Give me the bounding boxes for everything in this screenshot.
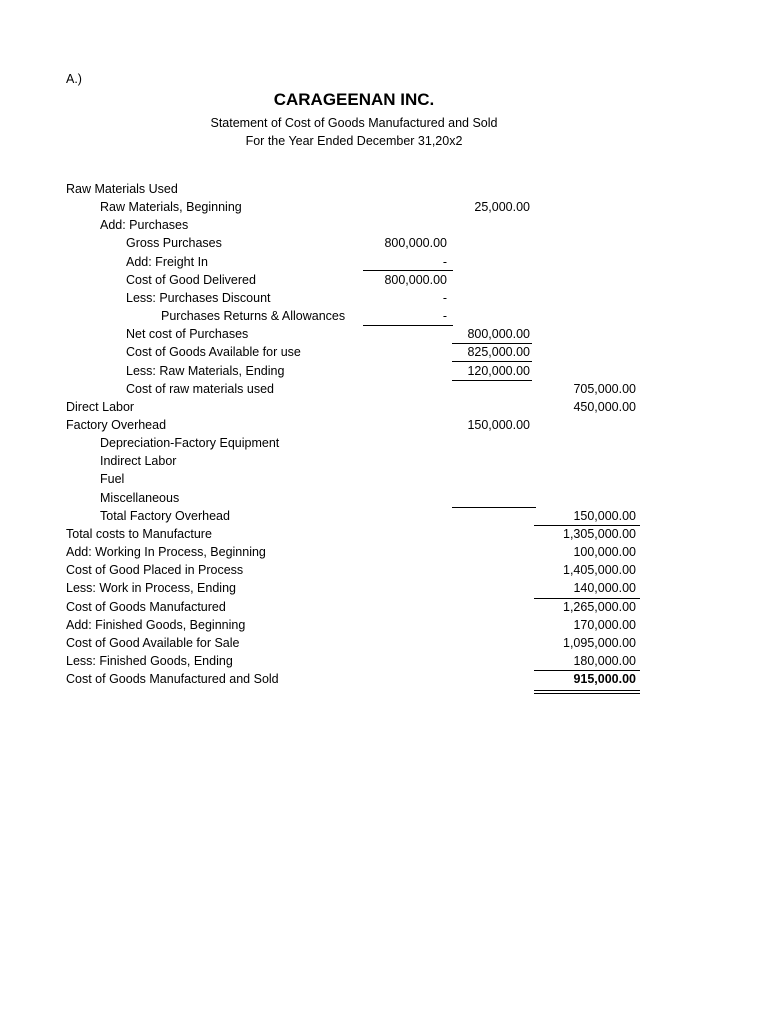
statement-row — [0, 253, 768, 271]
statement-row — [0, 325, 768, 343]
row-amount-c3: 140,000.00 — [573, 581, 636, 596]
row-label: Add: Freight In — [126, 254, 208, 269]
company-name: CARAGEENAN INC. — [273, 90, 435, 109]
statement-row — [0, 271, 768, 289]
row-label: Purchases Returns & Allowances — [161, 309, 346, 323]
row-label: Add: Purchases — [100, 218, 189, 233]
row-amount-c1: - — [442, 254, 447, 269]
statement-row — [0, 507, 768, 525]
statement-row — [0, 598, 768, 616]
row-amount-c3: 150,000.00 — [573, 508, 636, 523]
statement-period: For the Year Ended December 31,20x2 — [245, 134, 463, 148]
row-label: Add: Working In Process, Beginning — [66, 545, 266, 559]
row-label: Cost of Goods Manufactured and Sold — [66, 672, 279, 686]
statement-row — [0, 634, 768, 652]
statement-row — [0, 234, 768, 252]
row-amount-c3: 450,000.00 — [573, 399, 636, 414]
statement-row — [0, 216, 768, 234]
row-amount-c1: - — [442, 309, 447, 323]
statement-row — [0, 561, 768, 579]
row-amount-c2: 25,000.00 — [474, 200, 530, 215]
statement-row — [0, 307, 768, 325]
row-label: Cost of Good Placed in Process — [66, 563, 244, 578]
row-label: Cost of raw materials used — [126, 381, 274, 396]
row-amount-c1: 800,000.00 — [384, 272, 447, 287]
statement-title: Statement of Cost of Goods Manufactured and Sold — [210, 116, 498, 130]
statement-row — [0, 289, 768, 307]
row-label: Total costs to Manufacture — [66, 526, 212, 541]
row-amount-c3: 170,000.00 — [573, 617, 636, 632]
underline-rule — [363, 270, 453, 271]
row-amount-c3: 180,000.00 — [573, 653, 636, 668]
statement-row — [0, 470, 768, 488]
statement-row — [0, 398, 768, 416]
statement-row — [0, 434, 768, 452]
underline-rule — [452, 380, 532, 381]
underline-rule — [534, 670, 640, 671]
row-amount-c3: 915,000.00 — [573, 672, 636, 686]
row-label: Factory Overhead — [66, 417, 167, 432]
row-amount-c3: 1,265,000.00 — [563, 599, 636, 614]
row-label: Less: Raw Materials, Ending — [126, 363, 285, 378]
row-label: Raw Materials Used — [66, 182, 178, 196]
statement-row — [0, 670, 768, 688]
row-label: Indirect Labor — [100, 454, 177, 469]
statement-row — [0, 198, 768, 216]
statement-row — [0, 380, 768, 398]
row-amount-c2: 120,000.00 — [467, 363, 530, 378]
underline-rule — [534, 598, 640, 599]
row-amount-c3: 1,305,000.00 — [563, 526, 636, 541]
row-label: Cost of Goods Manufactured — [66, 599, 226, 614]
double-underline-rule — [534, 693, 640, 694]
row-label: Cost of Good Delivered — [126, 272, 256, 287]
statement-row — [0, 489, 768, 507]
row-amount-c3: 1,405,000.00 — [563, 563, 636, 578]
row-label: Cost of Good Available for Sale — [66, 635, 240, 650]
row-label: Net cost of Purchases — [126, 327, 249, 342]
statement-row — [0, 652, 768, 670]
row-amount-c1: 800,000.00 — [384, 236, 447, 251]
row-amount-c2: 825,000.00 — [467, 345, 530, 360]
part-label: A.) — [66, 72, 82, 86]
row-label: Add: Finished Goods, Beginning — [66, 617, 246, 632]
row-label: Less: Purchases Discount — [126, 290, 271, 305]
statement-row — [0, 543, 768, 561]
row-amount-c3: 100,000.00 — [573, 545, 636, 559]
statement-row — [0, 362, 768, 380]
statement-row — [0, 416, 768, 434]
statement-row — [0, 452, 768, 470]
row-amount-c2: 150,000.00 — [467, 417, 530, 432]
row-label: Total Factory Overhead — [100, 508, 230, 523]
row-label: Less: Work in Process, Ending — [66, 581, 236, 596]
statement-row — [0, 579, 768, 597]
statement-row — [0, 525, 768, 543]
row-amount-c2: 800,000.00 — [467, 327, 530, 342]
row-label: Cost of Goods Available for use — [126, 345, 301, 360]
row-amount-c3: 705,000.00 — [573, 381, 636, 396]
row-label: Raw Materials, Beginning — [100, 200, 242, 215]
row-amount-c1: - — [442, 290, 447, 305]
statement-row — [0, 180, 768, 198]
row-label: Depreciation-Factory Equipment — [100, 436, 280, 451]
underline-rule — [452, 507, 536, 508]
row-label: Fuel — [100, 472, 125, 487]
row-label: Direct Labor — [66, 399, 135, 414]
underline-rule — [363, 325, 453, 326]
underline-rule — [452, 361, 532, 362]
statement-row — [0, 616, 768, 634]
row-label: Miscellaneous — [100, 490, 180, 505]
underline-rule — [534, 525, 640, 526]
double-underline-rule — [534, 690, 640, 691]
row-amount-c3: 1,095,000.00 — [563, 635, 636, 650]
row-label: Gross Purchases — [126, 236, 222, 251]
underline-rule — [452, 343, 532, 344]
row-label: Less: Finished Goods, Ending — [66, 653, 233, 668]
statement-row — [0, 343, 768, 361]
